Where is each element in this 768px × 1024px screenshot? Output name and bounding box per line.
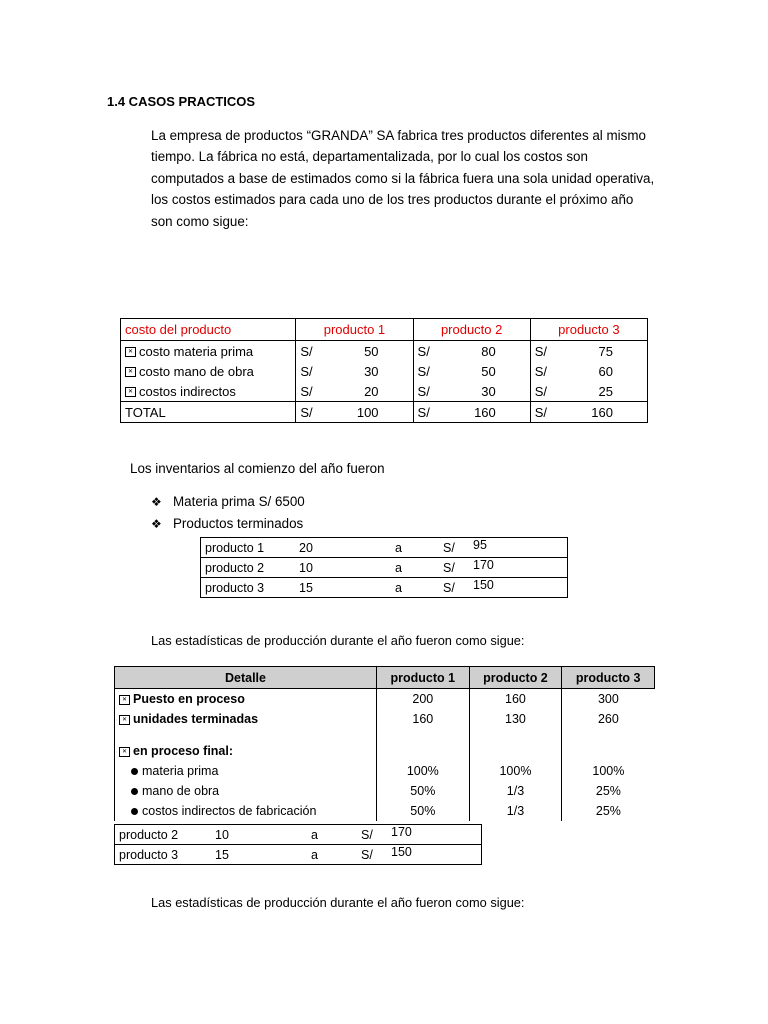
bullet-dot-icon <box>131 768 138 775</box>
table-row <box>121 341 648 362</box>
table-row: producto 3 15 a S/ 150 <box>115 845 482 865</box>
cost-cell: S/ 25 <box>530 381 647 402</box>
value-cell: 25% <box>562 781 655 801</box>
table-header-row <box>115 667 655 689</box>
checkbox-icon: ✕ <box>125 387 136 397</box>
stats-table <box>114 666 655 821</box>
column-header: producto 1 <box>376 667 469 689</box>
value-cell: 160 <box>376 709 469 729</box>
value-cell: 1/3 <box>469 801 562 821</box>
total-row <box>121 402 648 423</box>
checkbox-icon: ✕ <box>125 347 136 357</box>
table-row <box>115 781 655 801</box>
row-label: ✕ unidades terminadas <box>115 709 377 729</box>
row-label: TOTAL <box>121 402 296 423</box>
diamond-bullet-icon: ❖ <box>151 495 162 509</box>
bullet-dot-icon <box>131 808 138 815</box>
cost-cell: S/ 75 <box>530 341 647 362</box>
table-row <box>121 381 648 402</box>
cost-cell: S/ 50 <box>413 361 530 381</box>
spacer-row <box>115 729 655 741</box>
cost-cell: S/ 160 <box>530 402 647 423</box>
table-row: producto 1 20 a S/ 95 <box>201 538 568 558</box>
column-header: Detalle <box>115 667 377 689</box>
paragraph-line: son como sigue: <box>151 213 249 229</box>
value-cell: 100% <box>562 761 655 781</box>
stats-title: Las estadísticas de producción durante el año fueron como sigue: <box>151 633 525 648</box>
column-header: costo del producto <box>121 319 296 341</box>
intro-paragraph <box>151 125 661 232</box>
table-row: producto 2 10 a S/ 170 <box>201 558 568 578</box>
value-cell: 1/3 <box>469 781 562 801</box>
diamond-bullet-icon: ❖ <box>151 517 162 531</box>
table-row <box>115 801 655 821</box>
column-header: producto 1 <box>296 319 413 341</box>
paragraph-line: La empresa de productos “GRANDA” SA fabrica tres productos diferentes al mismo <box>151 128 646 143</box>
table-row: producto 2 10 a S/ 170 <box>115 825 482 845</box>
row-label: ✕ Puesto en proceso <box>115 689 377 710</box>
cost-cell: S/ 160 <box>413 402 530 423</box>
value-cell: 260 <box>562 709 655 729</box>
inventory-intro: Los inventarios al comienzo del año fueron <box>130 461 385 476</box>
value-cell: 300 <box>562 689 655 710</box>
value-cell: 130 <box>469 709 562 729</box>
overlap-table <box>114 824 482 865</box>
cost-cell: S/ 60 <box>530 361 647 381</box>
row-label: ✕ costo materia prima <box>121 341 296 362</box>
column-header: producto 3 <box>530 319 647 341</box>
value-cell: 50% <box>376 781 469 801</box>
table-row <box>121 361 648 381</box>
checkbox-icon: ✕ <box>119 695 130 705</box>
row-label: ✕ costos indirectos <box>121 381 296 402</box>
paragraph-line: computados a base de estimados como si la fábrica fuera una sola unidad operativa, <box>151 170 655 186</box>
value-cell: 25% <box>562 801 655 821</box>
cost-cell: S/ 30 <box>296 361 413 381</box>
cost-cell: S/ 50 <box>296 341 413 362</box>
table-row <box>115 689 655 710</box>
value-cell: 50% <box>376 801 469 821</box>
cost-cell: S/ 80 <box>413 341 530 362</box>
row-label: ✕ costo mano de obra <box>121 361 296 381</box>
table-header-row <box>121 319 648 341</box>
cost-cell: S/ 30 <box>413 381 530 402</box>
bullet-item: ❖ Productos terminados <box>151 516 304 531</box>
checkbox-icon: ✕ <box>119 715 130 725</box>
paragraph-line: tiempo. La fábrica no está, departamentalizada, por lo cual los costos son <box>151 149 588 165</box>
column-header: producto 2 <box>469 667 562 689</box>
table-row: producto 3 15 a S/ 150 <box>201 578 568 598</box>
paragraph-line: los costos estimados para cada uno de los tres productos durante el próximo año <box>151 192 634 208</box>
row-label: costos indirectos de fabricación <box>115 801 377 821</box>
cost-cell: S/ 100 <box>296 402 413 423</box>
cost-cell: S/ 20 <box>296 381 413 402</box>
bullet-dot-icon <box>131 788 138 795</box>
table-row <box>115 761 655 781</box>
row-label: materia prima <box>115 761 377 781</box>
section-heading: 1.4 CASOS PRACTICOS <box>107 94 256 109</box>
column-header: producto 2 <box>413 319 530 341</box>
value-cell: 100% <box>376 761 469 781</box>
table-row <box>115 709 655 729</box>
cost-table <box>120 318 648 423</box>
stats-title-repeat: Las estadísticas de producción durante el año fueron como sigue: <box>151 895 525 910</box>
checkbox-icon: ✕ <box>125 367 136 377</box>
inventory-table <box>200 537 568 598</box>
section-label: ✕ en proceso final: <box>115 741 377 761</box>
value-cell: 200 <box>376 689 469 710</box>
table-row <box>115 741 655 761</box>
bullet-item: ❖ Materia prima S/ 6500 <box>151 494 305 509</box>
checkbox-icon: ✕ <box>119 747 130 757</box>
row-label: mano de obra <box>115 781 377 801</box>
column-header: producto 3 <box>562 667 655 689</box>
value-cell: 100% <box>469 761 562 781</box>
value-cell: 160 <box>469 689 562 710</box>
